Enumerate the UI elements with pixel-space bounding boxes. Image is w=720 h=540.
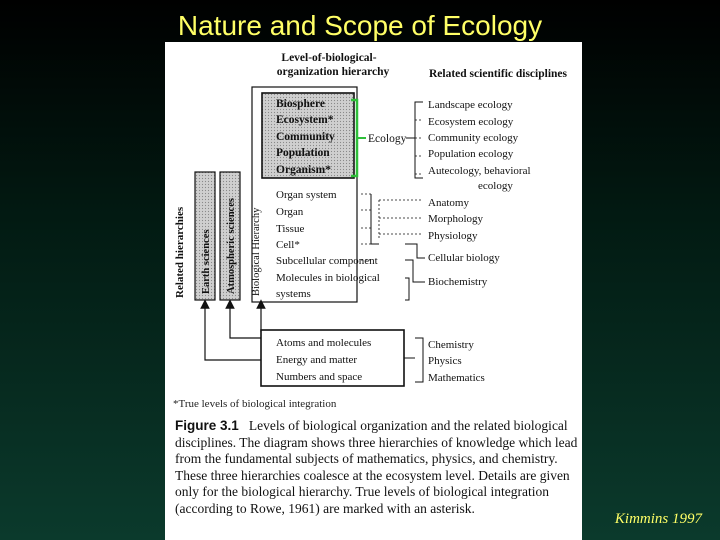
physical-level-0: Atoms and molecules — [276, 337, 372, 349]
bio-level-3: Cell* — [276, 239, 300, 251]
ecology-level-3: Population — [276, 147, 330, 159]
bio-discipline-1: Morphology — [428, 213, 483, 225]
atmospheric-sciences-label: Atmospheric sciences — [226, 198, 237, 294]
bio-level-1: Organ — [276, 206, 304, 218]
bio-level-4: Subcellular component — [276, 255, 378, 267]
arrow-line-inner — [230, 304, 261, 338]
earth-sciences-label: Earth sciences — [201, 229, 212, 294]
bio-level-0: Organ system — [276, 189, 337, 201]
footnote: *True levels of biological integration — [173, 398, 337, 410]
bio-discipline-4: Biochemistry — [428, 276, 488, 288]
disciplines-header: Related scientific disciplines — [429, 68, 567, 80]
physical-discipline-0: Chemistry — [428, 339, 474, 351]
ecology-discipline-2: Community ecology — [428, 132, 519, 144]
ecology-level-4: Organism* — [276, 164, 331, 176]
figure-caption — [175, 418, 580, 518]
bio-level-5: Molecules in biological — [276, 272, 380, 284]
ecology-discipline-3: Population ecology — [428, 148, 514, 160]
ecology-level-1: Ecosystem* — [276, 114, 334, 126]
caption-text: Levels of biological organization and the related biological disciplines. The diagram shows three hierarchies of knowledge which lead from the fundamental subjects of mathematics, physics, and chemistry. These three hierarchies coalesce at the ecosystem level. Details are given only for the biological hierarchy. True levels of biological integration (according to Rowe, 1961) are marked with an asterisk. — [175, 418, 578, 516]
biological-hierarchy-label: Biological Hierarchy — [251, 207, 262, 296]
caption-label: Figure 3.1 — [175, 418, 239, 433]
ecology-discipline-1: Ecosystem ecology — [428, 116, 514, 128]
physical-discipline-1: Physics — [428, 355, 462, 367]
related-hierarchies-label: Related hierarchies — [174, 206, 186, 298]
hierarchy-header-line2: organization hierarchy — [276, 66, 390, 78]
bio-discipline-2: Physiology — [428, 230, 478, 242]
citation: Kimmins 1997 — [614, 511, 702, 527]
slide-title: Nature and Scope of Ecology — [177, 10, 543, 41]
bio-discipline-0: Anatomy — [428, 197, 469, 209]
arrow-line-outer — [205, 304, 261, 360]
physical-level-2: Numbers and space — [276, 371, 363, 383]
ecology-level-0: Biosphere — [276, 98, 325, 110]
ecology-level-2: Community — [276, 131, 335, 143]
bio-level-6: systems — [276, 288, 311, 300]
ecology-discipline-4: Autecology, behavioral — [428, 165, 531, 177]
figure-image — [165, 42, 582, 540]
ecology-discipline-0: Landscape ecology — [428, 99, 513, 111]
physical-discipline-2: Mathematics — [428, 372, 485, 384]
physical-level-1: Energy and matter — [276, 354, 358, 366]
bio-discipline-3: Cellular biology — [428, 252, 500, 264]
hierarchy-header-line1: Level-of-biological- — [281, 52, 377, 64]
ecology-label: Ecology — [368, 133, 407, 145]
bio-level-2: Tissue — [276, 223, 305, 235]
ecology-discipline-5: ecology — [478, 180, 513, 192]
